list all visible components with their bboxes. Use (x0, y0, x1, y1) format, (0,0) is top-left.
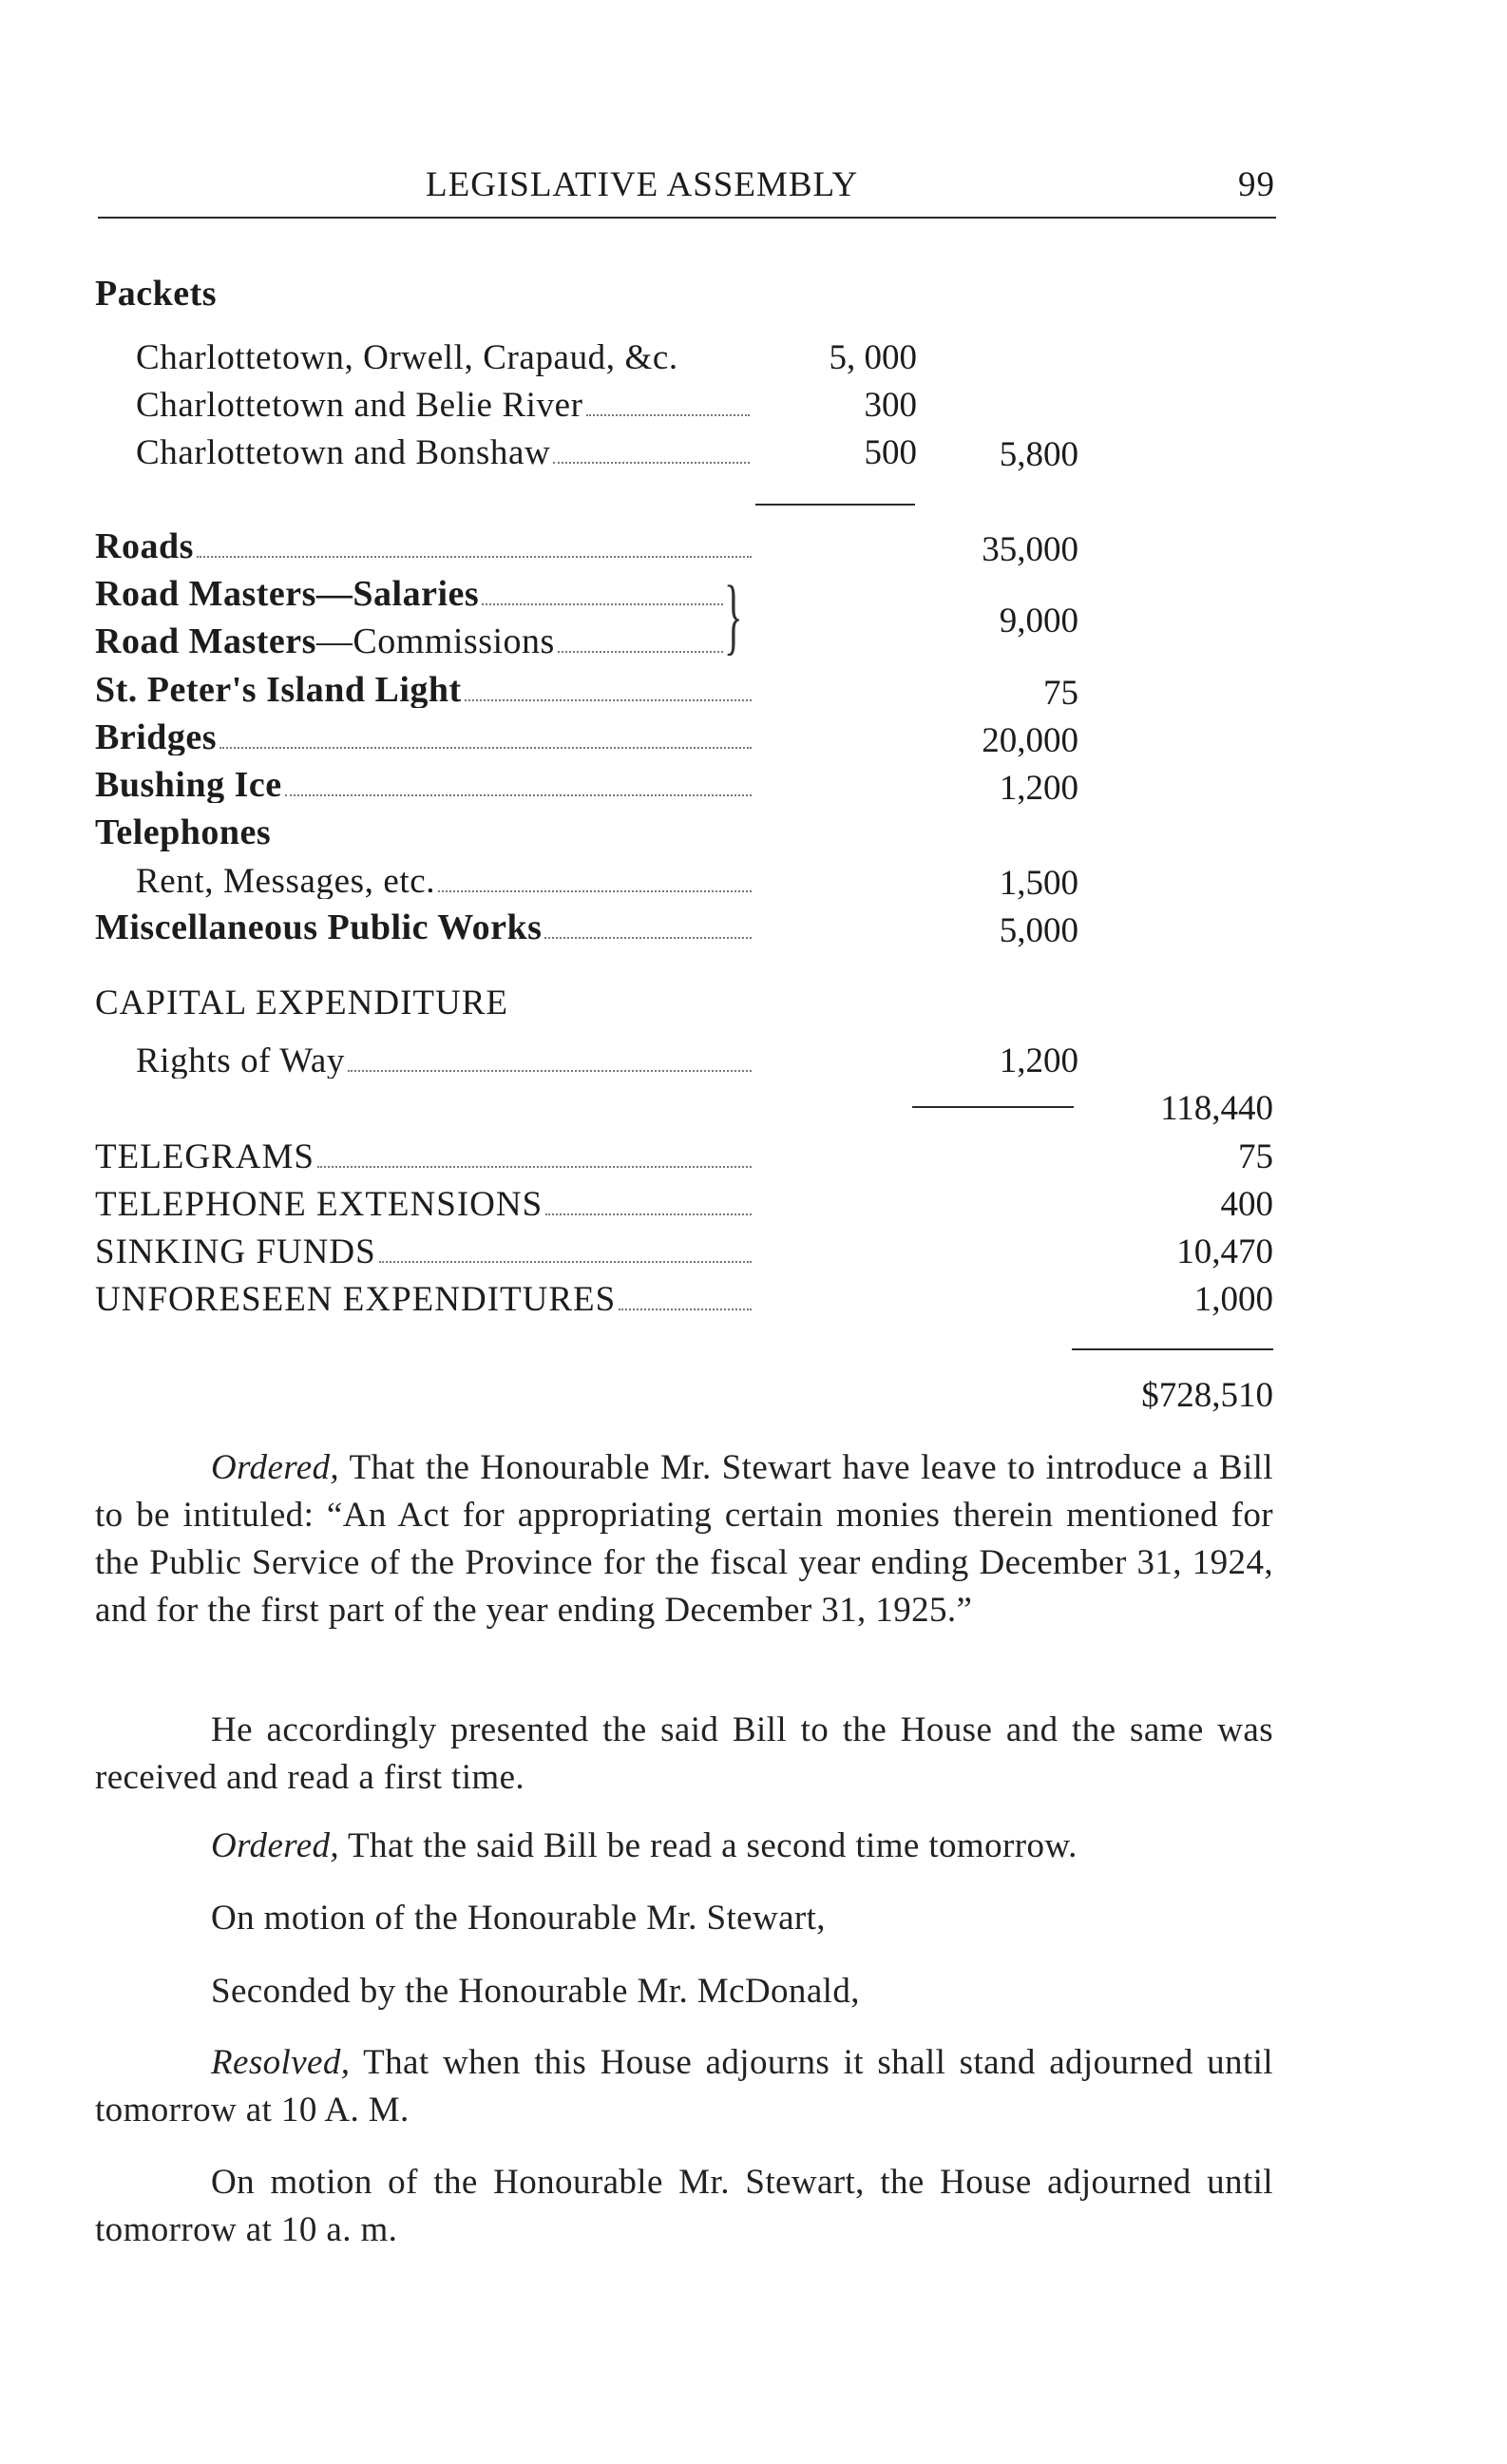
item-label: Roads (95, 528, 194, 564)
item-amount: 1,200 (999, 1041, 1078, 1080)
page-number: 99 (1238, 165, 1275, 204)
dot-leader (553, 462, 750, 464)
item-amount: 9,000 (999, 602, 1078, 640)
item-amount: 75 (1043, 674, 1078, 713)
item-label: Rights of Way (136, 1043, 345, 1079)
section-heading-telephones: Telephones (95, 812, 272, 852)
item-label: Bushing Ice (95, 767, 282, 803)
packet-item-amount: 500 (864, 433, 917, 472)
paragraph-motion (95, 1895, 1273, 1942)
paragraph-text: Seconded by the Honourable Mr. McDonald, (211, 1972, 860, 2011)
subtotal-rule (912, 1106, 1074, 1108)
item-label: SINKING FUNDS (95, 1234, 376, 1270)
item-label: Road Masters (95, 623, 316, 659)
dot-leader (619, 1308, 752, 1310)
item-sinking-funds (95, 1234, 755, 1270)
paragraph-adjourned (95, 2159, 1273, 2254)
item-rights-of-way (136, 1043, 755, 1079)
packet-item (136, 435, 754, 470)
total-rule (1072, 1348, 1273, 1350)
paragraph-text: On motion of the Honourable Mr. Stewart, the House adjourned until tomorrow at 10 a. m. (95, 2163, 1273, 2249)
dot-leader (197, 556, 752, 558)
paragraph-text: That when this House adjourns it shall stand adjourned until tomorrow at 10 A. M. (95, 2043, 1273, 2130)
header-rule (98, 217, 1276, 219)
item-telephone-extensions (95, 1187, 755, 1222)
item-telegrams (95, 1139, 755, 1175)
packet-item-label: Charlottetown and Bonshaw (136, 435, 551, 470)
paragraph-second-reading (95, 1823, 1273, 1870)
paragraph-text: On motion of the Honourable Mr. Stewart, (211, 1899, 826, 1938)
dot-leader (348, 1070, 752, 1072)
dot-leader (379, 1261, 752, 1263)
item-amount: 400 (1220, 1185, 1273, 1224)
dot-leader (544, 937, 752, 939)
item-label: St. Peter's Island Light (95, 672, 462, 708)
item-label: Rent, Messages, etc. (136, 864, 436, 899)
item-road-masters-commissions (95, 623, 727, 659)
item-road-masters-salaries (95, 576, 727, 612)
item-amount: 35,000 (982, 530, 1078, 569)
dot-leader (558, 651, 723, 653)
page-header-title: LEGISLATIVE ASSEMBLY (426, 165, 859, 204)
item-label: TELEGRAMS (95, 1139, 315, 1175)
item-amount: 75 (1238, 1137, 1273, 1176)
paragraph-resolved (95, 2039, 1273, 2134)
item-misc-public-works (95, 909, 755, 945)
italic-lead: Resolved, (211, 2043, 351, 2082)
paragraph-seconded (95, 1968, 1273, 2015)
item-label: Miscellaneous Public Works (95, 909, 543, 945)
public-works-total: 118,440 (1160, 1089, 1273, 1128)
dot-leader (219, 747, 752, 749)
item-amount: 20,000 (982, 721, 1078, 760)
item-bridges (95, 719, 755, 755)
dot-leader (482, 603, 723, 605)
dot-leader (317, 1166, 752, 1168)
item-bushing-ice (95, 767, 755, 803)
packet-item (136, 388, 754, 423)
item-roads (95, 528, 755, 564)
section-heading-capital: CAPITAL EXPENDITURE (95, 984, 508, 1022)
item-label: Road Masters (95, 576, 316, 612)
packet-item-amount: 300 (864, 386, 917, 425)
dot-leader (586, 414, 750, 416)
paragraph-text: That the said Bill be read a second time tomorrow. (339, 1826, 1078, 1865)
item-telephones-rent (136, 864, 755, 899)
dot-leader (438, 890, 752, 892)
item-label-suffix: —Salaries (315, 576, 480, 612)
item-label-suffix: —Commissions (315, 623, 555, 659)
dot-leader (545, 1213, 752, 1215)
paragraph-text: That the Honourable Mr. Stewart have leave to introduce a Bill to be intituled: “An Act for appropriating certain monies therein mentioned for the Public Service of the Province for the fiscal year ending December 31, 1924, and for the first part of the year ending December 31, 1925.” (95, 1448, 1273, 1630)
packet-item-label: Charlottetown and Belie River (136, 388, 583, 423)
paragraph-text: He accordingly presented the said Bill to the House and the same was received and read a first time. (95, 1710, 1273, 1797)
dot-leader (285, 794, 752, 796)
brace-right: } (724, 569, 743, 663)
item-amount: 1,500 (999, 864, 1078, 903)
item-label: Bridges (95, 719, 218, 755)
paragraph-presented (95, 1707, 1273, 1802)
item-light (95, 672, 755, 708)
item-amount: 5,000 (999, 911, 1078, 950)
item-unforeseen-expenditures (95, 1282, 755, 1317)
packet-item-label: Charlottetown, Orwell, Crapaud, &c. (136, 338, 678, 377)
section-heading-packets: Packets (95, 274, 218, 314)
paragraph-ordered-leave (95, 1444, 1273, 1634)
grand-total: $728,510 (1141, 1376, 1273, 1415)
packets-subtotal: 5,800 (999, 435, 1078, 474)
item-amount: 1,200 (999, 769, 1078, 808)
italic-lead: Ordered, (211, 1448, 340, 1487)
italic-lead: Ordered, (211, 1826, 340, 1865)
packet-item-amount: 5, 000 (829, 338, 917, 377)
item-amount: 10,470 (1176, 1232, 1273, 1271)
dot-leader (465, 699, 752, 701)
subtotal-rule (755, 504, 915, 506)
item-label: UNFORESEEN EXPENDITURES (95, 1282, 617, 1317)
item-label: TELEPHONE EXTENSIONS (95, 1187, 544, 1222)
item-amount: 1,000 (1193, 1280, 1273, 1319)
